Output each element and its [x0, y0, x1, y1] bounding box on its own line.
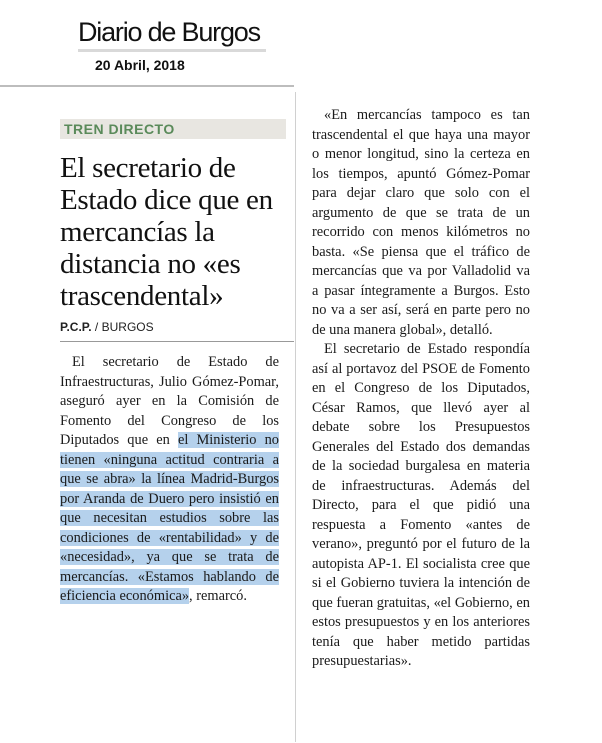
highlighted-text[interactable]: el Ministerio no tienen «ninguna actitud contraria a que se abra» la línea Madrid-Burgos por Aranda de Duero pero insistió en que necesitan estudios sobre las condiciones de «rentabilidad» y de «necesidad», ya que se trata de mercancías. «Estamos hablando de eficiencia económica» [60, 432, 279, 604]
newspaper-logo: Diario de Burgos [78, 17, 260, 47]
masthead-divider [0, 85, 294, 87]
headline: El secretario de Estado dice que en mercancías la distancia no «es trascendental» [60, 152, 273, 312]
byline-author: P.C.P. [60, 320, 92, 334]
section-tag: TREN DIRECTO [60, 119, 286, 139]
byline-separator: / [91, 320, 102, 334]
byline-divider [60, 341, 294, 342]
publication-date: 20 Abril, 2018 [95, 57, 185, 73]
logo-underline [78, 49, 266, 52]
article-column-2 [312, 106, 530, 672]
paragraph-3: El secretario de Estado respondía así al portavoz del PSOE de Fomento en el Congreso de los Diputados, César Ramos, que llevó ayer al debate sobre los Presupuestos Generales del Estado dos demandas de la sociedad burgalesa en materia de infraestructuras. Además del Directo, para el que pidió una respuesta a Fomento «antes de verano», preguntó por el futuro de la autopista AP-1. El socialista cree que si el Gobierno tuviera la intención de que fueran gratuitas, «el Gobierno, en estos presupuestos y en los anteriores tenía que haber metido partidas presupuestarias». [312, 341, 530, 669]
paragraph-1-text: El secretario de Estado de Infraestructuras, Julio Gómez-Pomar, aseguró ayer en la Comisión de Fomento del Congreso de los Diputados que en [60, 354, 279, 448]
column-divider [295, 92, 296, 742]
byline-location: BURGOS [101, 320, 154, 334]
paragraph-2: «En mercancías tampoco es tan trascendental el que haya una mayor o menor longitud, sino la certeza en los tiempos, apuntó Gómez-Pomar para dejar claro que solo con el argumento de que se trata de un recorrido con menos kilómetros no basta. «Se piensa que el tráfico de mercancías que va por Valladolid va a pasar íntegramente a Burgos. Esto no va a ser así, será en parte pero no de una manera global», detalló. [312, 107, 530, 338]
masthead [78, 16, 260, 48]
article-column-1 [60, 353, 279, 607]
paragraph-1 [60, 353, 279, 607]
byline [60, 320, 154, 334]
paragraph-1-end: , remarcó. [189, 588, 247, 604]
